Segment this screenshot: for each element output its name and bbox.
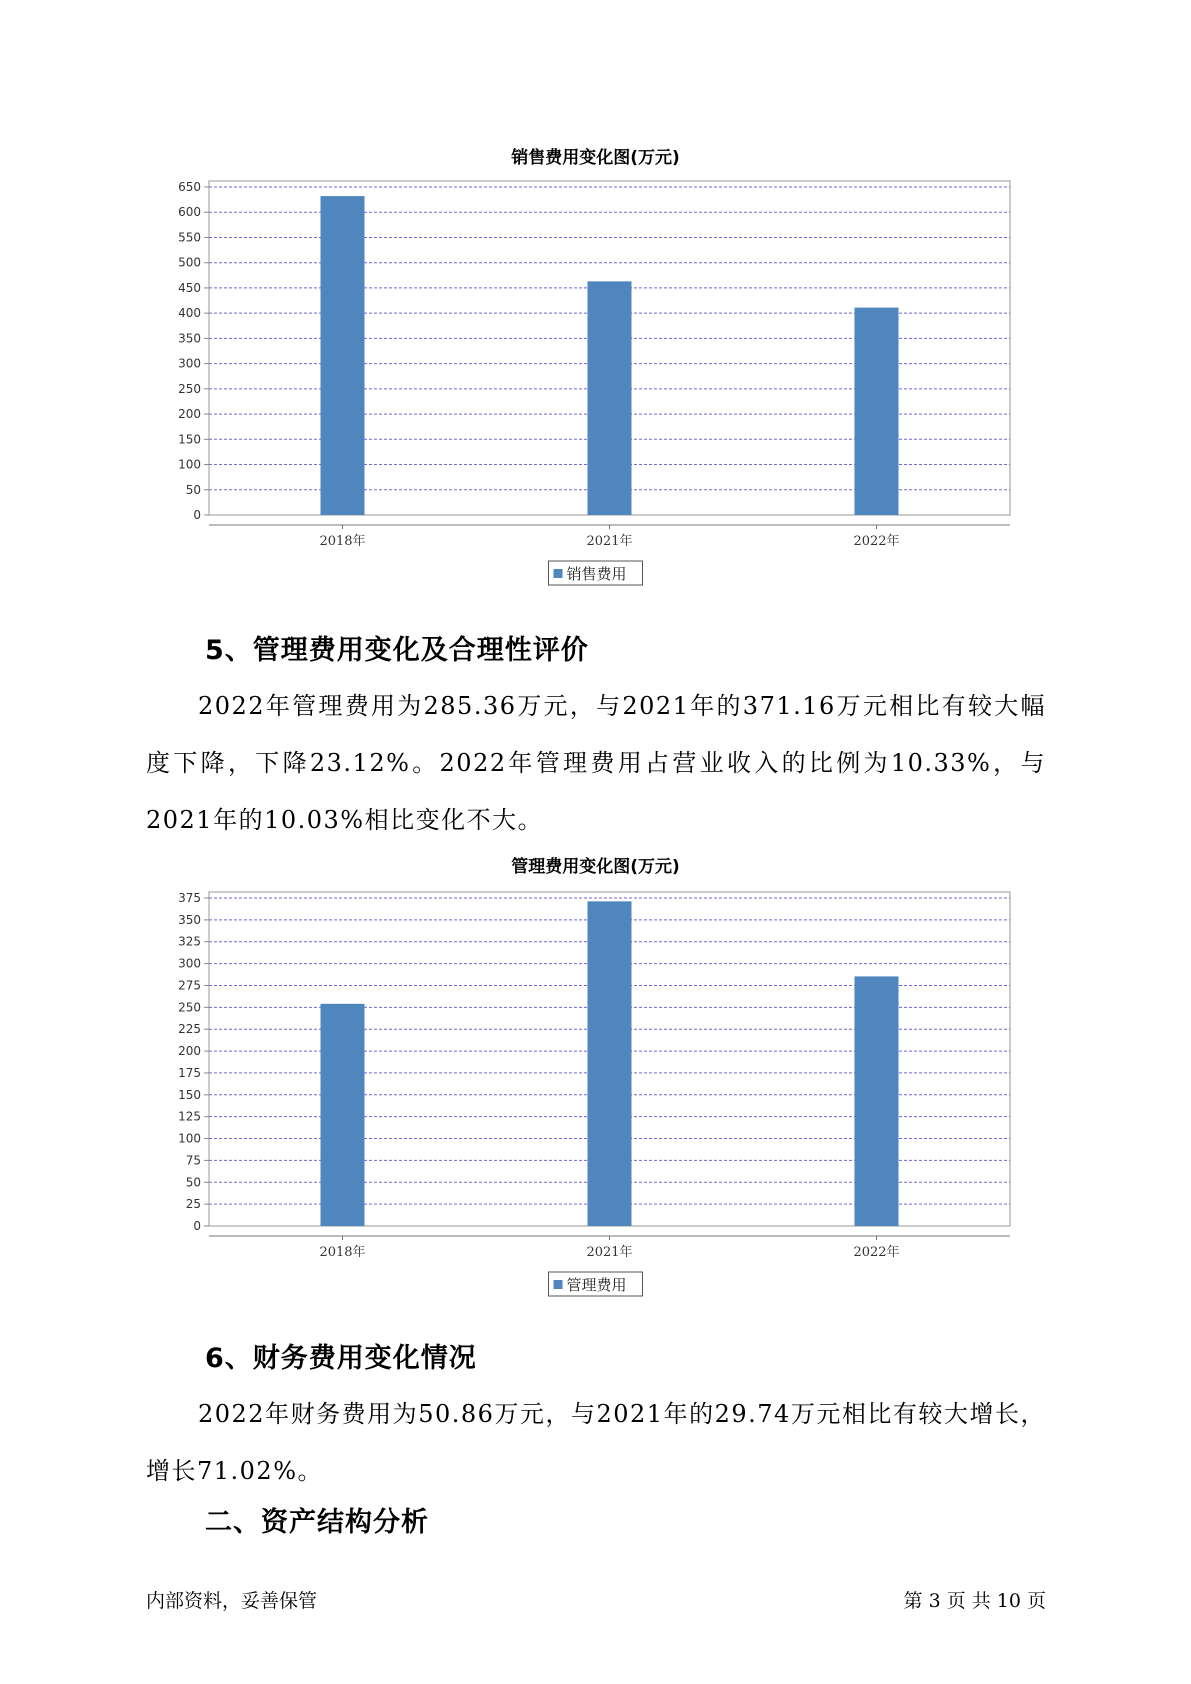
fin-paragraph-text: 2022年财务费用为50.86万元，与2021年的29.74万元相比有较大增长，增长71.02%。 [146, 1400, 1046, 1485]
y-tick-label: 150 [178, 432, 201, 447]
x-tick-label: 2021年 [586, 534, 633, 549]
y-tick-label: 175 [178, 1065, 201, 1080]
y-tick-label: 450 [178, 280, 201, 295]
y-tick-label: 325 [178, 934, 201, 949]
mgmt-expense-chart [0, 876, 1191, 1306]
y-tick-label: 75 [185, 1153, 201, 1168]
y-tick-label: 150 [178, 1087, 201, 1102]
y-tick-label: 350 [178, 331, 201, 346]
y-tick-label: 550 [178, 230, 201, 245]
y-tick-label: 400 [178, 306, 201, 321]
y-tick-label: 250 [178, 1000, 201, 1015]
legend-swatch [554, 1280, 563, 1289]
sales-chart-title: 销售费用变化图(万元) [511, 148, 680, 168]
mgmt-chart-title: 管理费用变化图(万元) [511, 857, 680, 877]
y-tick-label: 125 [178, 1109, 201, 1124]
y-tick-label: 375 [178, 891, 201, 905]
bar [321, 196, 365, 515]
mgmt-section-heading: 5、管理费用变化及合理性评价 [205, 635, 589, 666]
mgmt-paragraph [146, 678, 1046, 849]
x-tick-label: 2018年 [319, 1245, 366, 1260]
y-tick-label: 350 [178, 912, 201, 927]
bar [855, 976, 899, 1226]
asset-section-heading: 二、资产结构分析 [205, 1507, 429, 1538]
y-tick-label: 250 [178, 381, 201, 396]
y-tick-label: 300 [178, 356, 201, 371]
fin-section-heading: 6、财务费用变化情况 [205, 1343, 477, 1374]
y-tick-label: 25 [185, 1197, 201, 1212]
y-tick-label: 50 [185, 482, 201, 497]
legend-label: 管理费用 [566, 1276, 627, 1294]
y-tick-label: 100 [178, 457, 201, 472]
x-tick-label: 2022年 [853, 1245, 900, 1260]
y-tick-label: 225 [178, 1022, 201, 1037]
y-tick-label: 500 [178, 255, 201, 270]
footer-confidential-note: 内部资料，妥善保管 [146, 1590, 318, 1612]
y-tick-label: 50 [185, 1175, 201, 1190]
mgmt-paragraph-text: 2022年管理费用为285.36万元，与2021年的371.16万元相比有较大幅度下降，下降23.12%。2022年管理费用占营业收入的比例为10.33%，与2021年的10.03%相比变化不大。 [146, 692, 1046, 834]
sales-expense-chart [0, 165, 1191, 595]
bar [588, 281, 632, 515]
bar [321, 1004, 365, 1226]
x-tick-label: 2021年 [586, 1245, 633, 1260]
y-tick-label: 600 [178, 205, 201, 220]
y-tick-label: 300 [178, 956, 201, 971]
y-tick-label: 275 [178, 978, 201, 993]
y-tick-label: 650 [178, 180, 201, 194]
fin-paragraph [146, 1386, 1046, 1500]
footer-page-number: 第 3 页 共 10 页 [903, 1590, 1046, 1612]
x-tick-label: 2022年 [853, 534, 900, 549]
legend-label: 销售费用 [566, 565, 627, 583]
bar [855, 308, 899, 515]
y-tick-label: 200 [178, 407, 201, 422]
x-tick-label: 2018年 [319, 534, 366, 549]
legend-swatch [554, 569, 563, 578]
y-tick-label: 0 [193, 508, 201, 522]
y-tick-label: 0 [193, 1219, 201, 1233]
bar [588, 901, 632, 1226]
y-tick-label: 200 [178, 1044, 201, 1059]
y-tick-label: 100 [178, 1131, 201, 1146]
